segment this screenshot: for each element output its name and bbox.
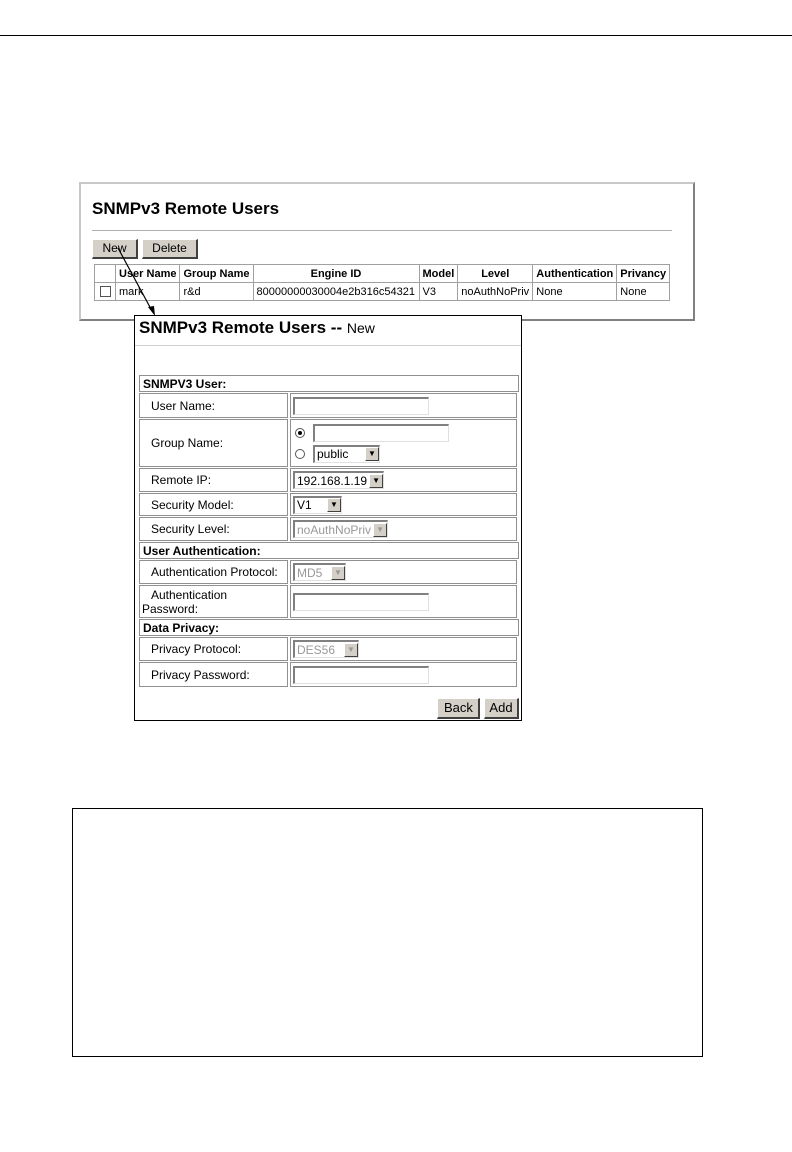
- chevron-down-icon: ▼: [344, 643, 358, 657]
- auth-protocol-row: [139, 560, 519, 584]
- group-name-select-option: [295, 445, 380, 463]
- column-header-authentication: Authentication: [533, 265, 617, 283]
- privacy-protocol-cell: [290, 637, 517, 661]
- security-model-label: Security Model:: [139, 493, 288, 516]
- column-header-model: Model: [419, 265, 458, 283]
- security-model-row: [139, 493, 519, 516]
- auth-protocol-select-value: MD5: [297, 565, 323, 580]
- security-model-select[interactable]: [293, 496, 342, 514]
- cell-model: V3: [419, 283, 458, 301]
- remote-ip-select[interactable]: [293, 471, 384, 489]
- privacy-password-label: Privacy Password:: [139, 662, 288, 687]
- cell-privacy: None: [617, 283, 670, 301]
- column-header-privancy: Privancy: [617, 265, 670, 283]
- auth-protocol-cell: [290, 560, 517, 584]
- column-header-engine-id: Engine ID: [253, 265, 419, 283]
- new-user-title-main: SNMPv3 Remote Users --: [139, 318, 343, 337]
- cell-authentication: None: [533, 283, 617, 301]
- cell-user-name: mark: [116, 283, 180, 301]
- user-name-label: User Name:: [139, 393, 288, 418]
- security-model-select-value: V1: [297, 498, 312, 512]
- remote-ip-select-value: 192.168.1.19: [297, 473, 368, 488]
- chevron-down-icon: ▼: [373, 523, 387, 537]
- cell-group-name: r&d: [180, 283, 253, 301]
- new-user-title-sub: New: [346, 320, 375, 336]
- page-title: SNMPv3 Remote Users: [92, 199, 280, 218]
- column-header-user-name: User Name: [116, 265, 180, 283]
- security-level-cell: [290, 517, 517, 541]
- cell-engine-id: 80000000030004e2b316c54321: [253, 283, 419, 301]
- group-name-select-value: public: [317, 447, 349, 461]
- remote-ip-row: [139, 468, 519, 492]
- delete-button[interactable]: Delete: [142, 239, 198, 259]
- group-name-cell: [290, 419, 517, 467]
- auth-password-row: [139, 585, 519, 618]
- group-name-text-option: [295, 424, 449, 442]
- group-name-label: Group Name:: [139, 419, 288, 467]
- group-name-row: [139, 419, 519, 467]
- section-data-privacy: Data Privacy:: [139, 619, 519, 636]
- chevron-down-icon: ▼: [369, 474, 383, 488]
- auth-password-label-line2: Password:: [142, 601, 199, 616]
- new-user-form: [139, 374, 519, 687]
- chevron-down-icon: ▼: [327, 498, 341, 512]
- auth-password-label-line1: Authentication: [151, 587, 228, 602]
- chevron-down-icon: ▼: [331, 566, 345, 580]
- group-name-text-radio[interactable]: [295, 428, 305, 438]
- cell-level: noAuthNoPriv: [458, 283, 533, 301]
- privacy-protocol-label: Privacy Protocol:: [139, 637, 288, 661]
- empty-frame: [72, 808, 703, 1057]
- security-level-row: [139, 517, 519, 541]
- security-level-select-value: noAuthNoPriv: [297, 522, 372, 537]
- section-snmpv3-user: SNMPV3 User:: [139, 375, 519, 392]
- group-name-input[interactable]: [313, 424, 449, 442]
- add-button[interactable]: Add: [484, 698, 519, 719]
- auth-password-label: [139, 585, 288, 618]
- remote-ip-cell: [290, 468, 517, 492]
- security-level-select[interactable]: [293, 520, 388, 538]
- privacy-protocol-select-value: DES56: [297, 642, 336, 657]
- column-header-level: Level: [458, 265, 533, 283]
- privacy-protocol-row: [139, 637, 519, 661]
- security-level-label: Security Level:: [139, 517, 288, 541]
- privacy-protocol-select[interactable]: [293, 640, 359, 658]
- group-name-select-radio[interactable]: [295, 449, 305, 459]
- callout-arrow: [0, 0, 792, 400]
- privacy-password-input[interactable]: [293, 666, 429, 684]
- section-user-authentication: User Authentication:: [139, 542, 519, 559]
- security-model-cell: [290, 493, 517, 516]
- privacy-password-row: [139, 662, 519, 687]
- group-name-select[interactable]: [313, 445, 380, 463]
- chevron-down-icon: ▼: [365, 447, 379, 461]
- remote-ip-label: Remote IP:: [139, 468, 288, 492]
- auth-protocol-select[interactable]: [293, 563, 346, 581]
- auth-password-cell: [290, 585, 517, 618]
- back-button[interactable]: Back: [437, 698, 480, 719]
- auth-password-input[interactable]: [293, 593, 429, 611]
- new-button[interactable]: New: [92, 239, 138, 259]
- auth-protocol-label: Authentication Protocol:: [139, 560, 288, 584]
- privacy-password-cell: [290, 662, 517, 687]
- column-header-group-name: Group Name: [180, 265, 253, 283]
